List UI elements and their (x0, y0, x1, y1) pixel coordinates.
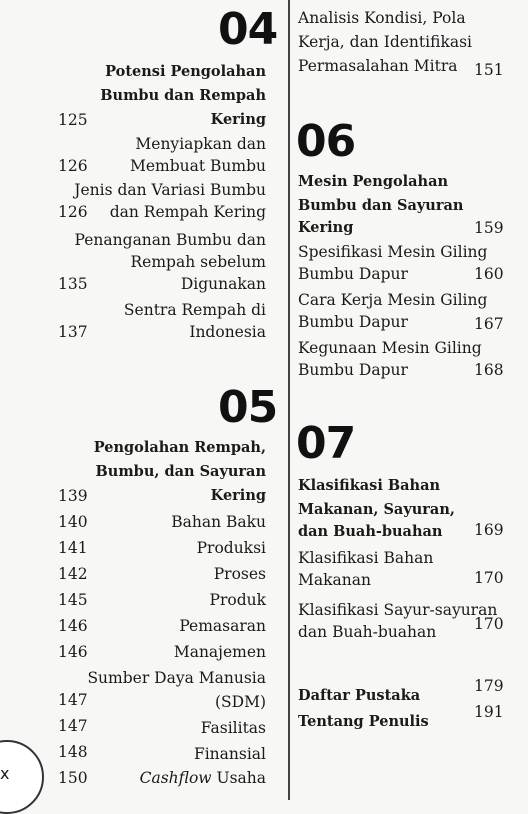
toc-entry-page: 150 (58, 769, 88, 787)
chapter-06-number: 06 (296, 116, 356, 167)
chapter-07-title-line3: dan Buah-buahan (298, 523, 443, 540)
column-divider (288, 0, 290, 800)
chapter-04-title-line3: Kering (210, 111, 266, 128)
chapter-05-number: 05 (218, 382, 278, 433)
toc-entry-page: 126 (58, 157, 88, 175)
chapter-05-page: 139 (58, 487, 88, 505)
toc-entry-line: Penanganan Bumbu dan (74, 231, 266, 249)
toc-entry-page: 145 (58, 591, 88, 609)
toc-entry-page: 141 (58, 539, 88, 557)
toc-entry-line: Bumbu Dapur (298, 313, 408, 331)
toc-entry-page: 148 (58, 743, 88, 761)
toc-entry-line: Fasilitas (200, 719, 266, 737)
back-matter-page: 191 (474, 703, 504, 721)
chapter-06-title-line3: Kering (298, 219, 354, 236)
toc-entry-line: Kegunaan Mesin Giling (298, 339, 482, 357)
toc-entry-line: Sentra Rempah di (123, 301, 266, 319)
toc-entry-page: 151 (474, 61, 504, 79)
toc-entry-page: 168 (474, 361, 504, 379)
toc-entry-line: Analisis Kondisi, Pola (298, 9, 466, 27)
toc-entry-page: 170 (474, 615, 504, 633)
toc-entry-line: Bumbu Dapur (298, 265, 408, 283)
back-matter-title: Tentang Penulis (298, 713, 429, 730)
toc-entry-line: Klasifikasi Bahan (298, 549, 434, 567)
toc-entry-line: Membuat Bumbu (129, 157, 266, 175)
toc-entry-line: Digunakan (180, 275, 266, 293)
toc-entry-page: 147 (58, 691, 88, 709)
back-matter-title: Daftar Pustaka (298, 687, 421, 704)
toc-entry-page: 142 (58, 565, 88, 583)
back-matter-page: 179 (474, 677, 504, 695)
cashflow-rest: Usaha (211, 769, 266, 787)
chapter-07-number: 07 (296, 418, 356, 469)
toc-entry-line: Finansial (193, 745, 266, 763)
toc-entry-line: Produk (209, 591, 266, 609)
toc-entry-line: Makanan (298, 571, 371, 589)
toc-entry-line: dan Rempah Kering (109, 203, 266, 221)
toc-entry-line: Jenis dan Variasi Bumbu (74, 181, 266, 199)
chapter-06-title-line1: Mesin Pengolahan (298, 173, 449, 190)
toc-entry-page: 170 (474, 569, 504, 587)
chapter-04-title-line2: Bumbu dan Rempah (100, 87, 266, 104)
chapter-07-title-line1: Klasifikasi Bahan (298, 477, 441, 494)
toc-entry-page: 160 (474, 265, 504, 283)
toc-entry-page: 135 (58, 275, 88, 293)
toc-entry-line: Bumbu Dapur (298, 361, 408, 379)
toc-entry-line: Manajemen (173, 643, 266, 661)
chapter-04-number: 04 (218, 4, 278, 55)
toc-entry-line: Proses (213, 565, 266, 583)
toc-entry-line: Klasifikasi Sayur-sayuran (298, 601, 498, 619)
toc-entry-line: Sumber Daya Manusia (87, 669, 266, 687)
toc-entry-page: 167 (474, 315, 504, 333)
toc-entry-line (140, 766, 266, 790)
toc-entry-line: dan Buah-buahan (298, 623, 437, 641)
chapter-06-page: 159 (474, 219, 504, 237)
cashflow-italic: Cashflow (139, 769, 212, 787)
toc-entry-line: Produksi (196, 539, 266, 557)
toc-entry-page: 147 (58, 717, 88, 735)
chapter-04-page: 125 (58, 111, 88, 129)
chapter-05-title-line3: Kering (210, 487, 266, 504)
toc-entry-line: Permasalahan Mitra (298, 57, 458, 75)
toc-entry-page: 140 (58, 513, 88, 531)
toc-entry-line: Pemasaran (179, 617, 266, 635)
toc-entry-line: Menyiapkan dan (135, 135, 266, 153)
toc-entry-page: 137 (58, 323, 88, 341)
chapter-05-title-line2: Bumbu, dan Sayuran (95, 463, 266, 480)
toc-entry-page: 146 (58, 617, 88, 635)
toc-entry-page: 126 (58, 203, 88, 221)
chapter-07-page: 169 (474, 521, 504, 539)
folio-number: x (0, 764, 10, 783)
toc-entry-line: Cara Kerja Mesin Giling (298, 291, 488, 309)
toc-entry-line: (SDM) (214, 693, 266, 711)
toc-entry-line: Indonesia (189, 323, 266, 341)
toc-entry-line: Rempah sebelum (130, 253, 266, 271)
chapter-04-title-line1: Potensi Pengolahan (105, 63, 266, 80)
toc-entry-line: Bahan Baku (171, 513, 266, 531)
chapter-06-title-line2: Bumbu dan Sayuran (298, 197, 464, 214)
toc-entry-line: Spesifikasi Mesin Giling (298, 243, 488, 261)
toc-entry-page: 146 (58, 643, 88, 661)
chapter-07-title-line2: Makanan, Sayuran, (298, 501, 455, 518)
toc-entry-line: Kerja, dan Identifikasi (298, 33, 472, 51)
chapter-05-title-line1: Pengolahan Rempah, (93, 439, 266, 456)
